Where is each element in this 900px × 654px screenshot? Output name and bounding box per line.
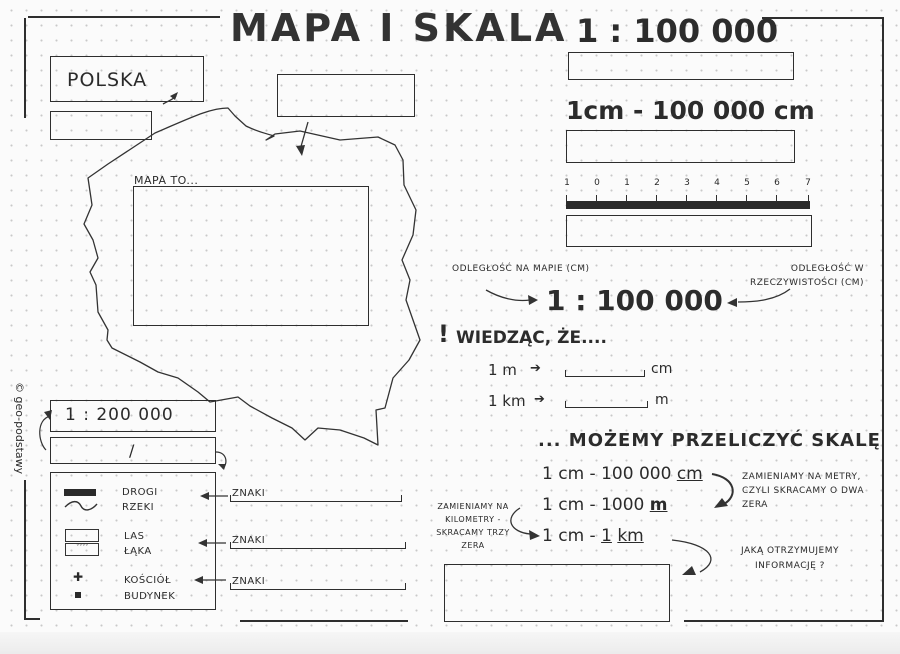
- ruler-label: 1: [564, 178, 570, 188]
- conversion-unit-1: cm: [651, 361, 673, 377]
- scale-numeric-heading: 1 : 100 000: [576, 12, 779, 50]
- warning-icon: !: [438, 320, 449, 348]
- knowing-heading: WIEDZĄC, ŻE....: [456, 328, 607, 348]
- ruler-label: 1: [624, 178, 630, 188]
- legend-label-church: KOŚCIÓŁ: [124, 575, 172, 586]
- page-edge: [0, 632, 900, 654]
- ruler-label: 4: [714, 178, 720, 188]
- ruler-label: 3: [684, 178, 690, 188]
- worksheet-title: MAPA I SKALA: [230, 6, 568, 50]
- scale-example-value: 1 : 200 000: [65, 405, 174, 425]
- step-sep: -: [589, 495, 596, 515]
- ruler-label: 6: [774, 178, 780, 188]
- legend-answer-label-3: ZNAKI: [232, 576, 266, 587]
- legend-label-rivers: RZEKI: [122, 502, 155, 513]
- step-unit: km: [617, 526, 644, 546]
- legend-label-building: BUDYNEK: [124, 591, 176, 602]
- conversion-unit-2: m: [655, 392, 669, 408]
- legend-label-forest: LAS: [124, 531, 145, 542]
- conversion-from-2: 1 km: [488, 392, 526, 410]
- scale-example-mark: /: [129, 441, 135, 460]
- meadow-icon: ˇˇˇˇ: [65, 543, 99, 556]
- step-unit: m: [649, 495, 668, 515]
- step-unit: cm: [676, 464, 703, 484]
- scale-explained-value: 1 : 100 000: [546, 284, 723, 317]
- step-left: 1 cm: [542, 464, 585, 484]
- ruler-label: 0: [594, 178, 600, 188]
- step-left: 1 cm: [542, 495, 585, 515]
- conversion-from-1: 1 m: [488, 361, 517, 379]
- step-sep: -: [589, 464, 596, 484]
- step-value: 100 000: [601, 464, 672, 484]
- map-definition-prompt: MAPA TO...: [134, 174, 199, 187]
- legend-label-roads: DROGI: [122, 487, 158, 498]
- step-value: 1: [601, 526, 612, 546]
- ruler-label: 2: [654, 178, 660, 188]
- country-label: POLSKA: [67, 69, 148, 91]
- ruler-label: 7: [805, 178, 811, 188]
- legend-answer-label-2: ZNAKI: [232, 535, 266, 546]
- church-icon: ✚: [73, 570, 84, 584]
- legend-answer-label-1: ZNAKI: [232, 488, 266, 499]
- ruler-label: 5: [744, 178, 750, 188]
- step-value: 1000: [601, 495, 645, 515]
- credit-text: © geo-podstawy: [13, 382, 26, 475]
- real-distance-note: ODLEGŁOŚĆ W RZECZYWISTOŚCI (CM): [750, 264, 864, 288]
- scale-named-heading: 1cm - 100 000 cm: [566, 96, 815, 125]
- note-kilometers: ZAMIENIAMY NA KILOMETRY - SKRACAMY TRZY ZERA: [436, 502, 510, 550]
- final-answer-box[interactable]: [444, 564, 670, 622]
- arrow-right-icon: ➔: [530, 361, 541, 376]
- recalc-heading: ... MOŻEMY PRZELICZYĆ SKALĘ: [538, 430, 881, 451]
- legend-label-meadow: ŁĄKA: [124, 546, 152, 557]
- map-distance-note: ODLEGŁOŚĆ NA MAPIE (CM): [452, 264, 590, 274]
- step-sep: -: [589, 526, 596, 546]
- arrow-right-icon: ➔: [534, 392, 545, 407]
- note-question: JAKĄ OTRZYMUJEMY INFORMACJĘ ?: [740, 546, 840, 571]
- step-left: 1 cm: [542, 526, 585, 546]
- note-meters: ZAMIENIAMY NA METRY, CZYLI SKRACAMY O DWA ZERA: [742, 472, 864, 510]
